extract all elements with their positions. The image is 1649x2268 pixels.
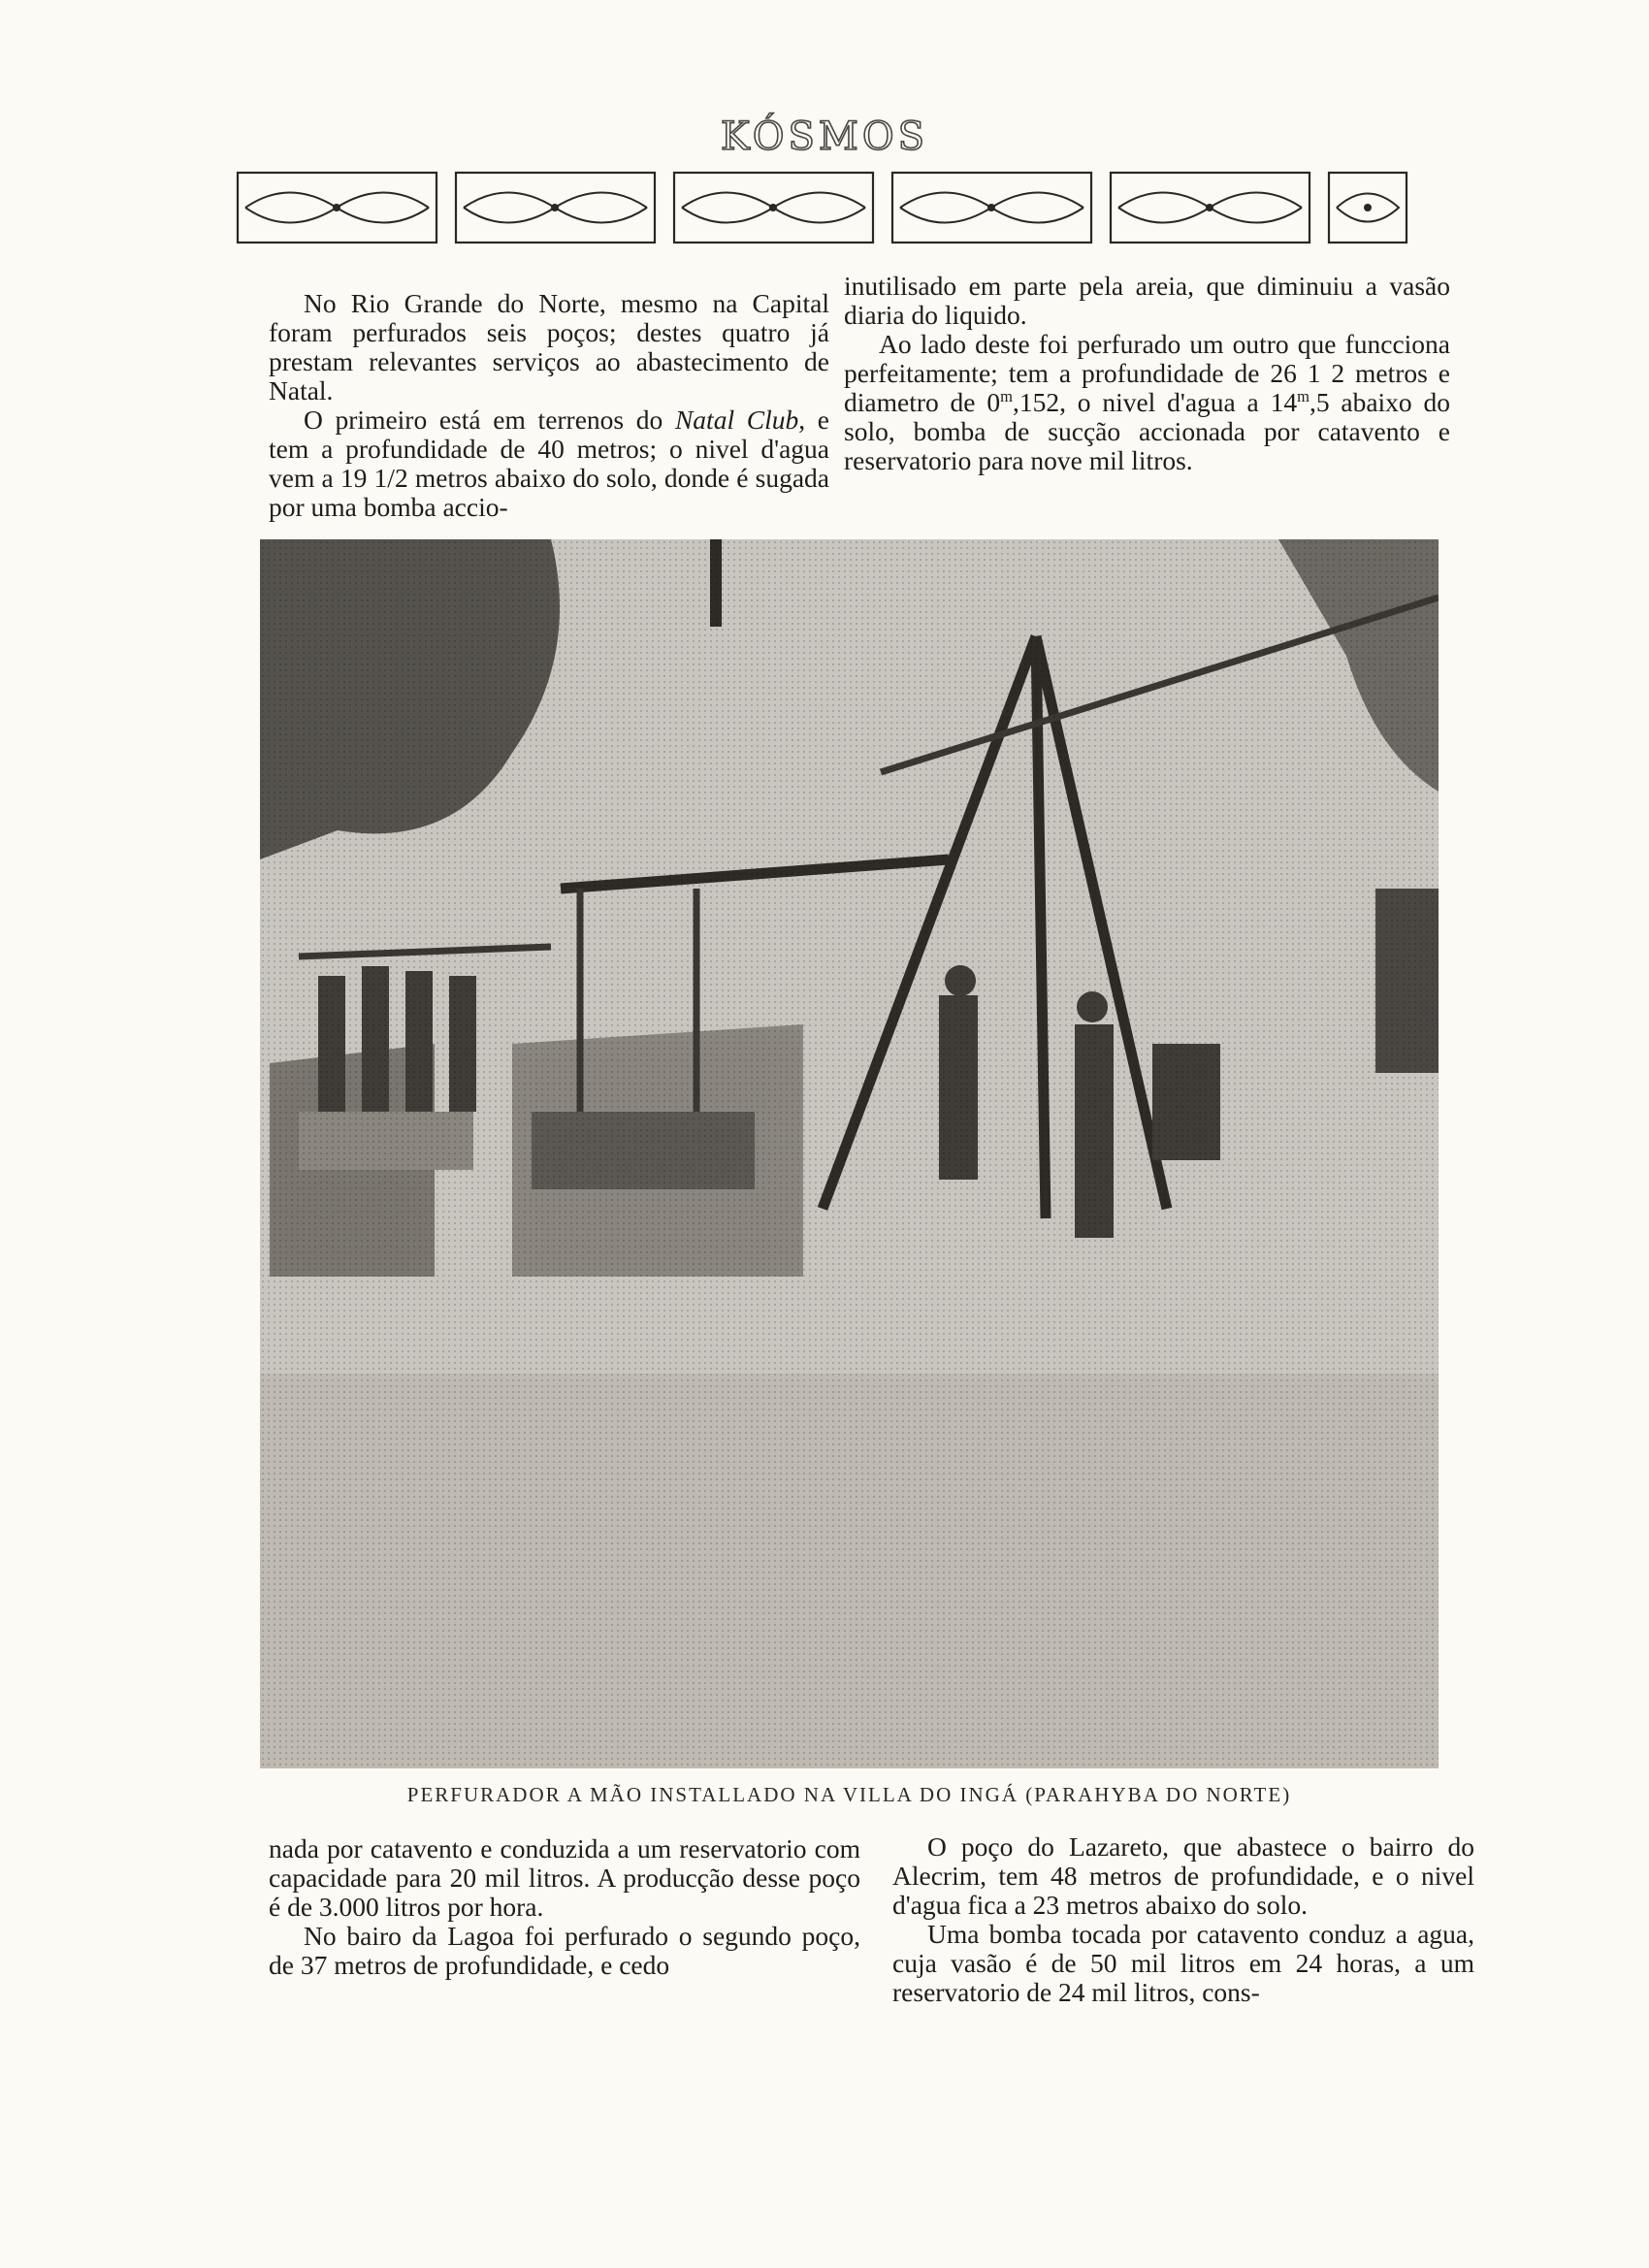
masthead-title: KÓSMOS: [720, 114, 929, 159]
paragraph-text: , e tem a profundidade de 40 metros; o nivel d'agua vem a 19 1/2 metros abaixo do solo, donde é sugada por uma bomba accio-: [269, 405, 829, 522]
unit-superscript: m: [1297, 386, 1310, 405]
paragraph-text: Ao lado deste foi perfurado um outro que funcciona perfeitamente; tem a profundidade de 26 1 2 metros e diametro de 0: [844, 329, 1450, 417]
drilling-rig-photograph: [260, 539, 1439, 1768]
paragraph: nada por catavento e conduzida a um reservatorio com capacidade para 20 mil litros. A producção desse poço é de 3.000 litros por hora.: [269, 1833, 860, 1922]
figure-caption: PERFURADOR A MÃO INSTALLADO NA VILLA DO INGÁ (PARAHYBA DO NORTE): [406, 1783, 1292, 1806]
paragraph: [844, 330, 1450, 475]
paragraph-text: ,152, o nivel d'agua a 14: [1012, 387, 1298, 417]
paragraph: No bairo da Lagoa foi perfurado o segundo poço, de 37 metros de profundidade, e cedo: [269, 1921, 860, 1980]
text-column-3: [269, 1834, 860, 1980]
unit-superscript: m: [1000, 386, 1013, 405]
paragraph: No Rio Grande do Norte, mesmo na Capital foram perfurados seis poços; destes quatro já prestam relevantes serviços ao abastecimento de Natal.: [269, 288, 829, 405]
text-column-2: [844, 272, 1450, 475]
text-column-1: [269, 289, 829, 522]
paragraph-text: ,5 abaixo do solo, bomba de sucção accionada por catavento e reservatorio para nove mil litros.: [844, 387, 1450, 475]
paragraph: Uma bomba tocada por catavento conduz a agua, cuja vasão é de 50 mil litros em 24 horas, a um reservatorio de 24 mil litros, cons-: [892, 1919, 1474, 2007]
decorative-ornament-band: [236, 170, 1409, 245]
text-column-4: [892, 1832, 1474, 2007]
paragraph: [269, 405, 829, 522]
paragraph-text: O primeiro está em terrenos do: [304, 405, 675, 435]
natal-club-name: Natal Club: [674, 405, 799, 435]
paragraph: inutilisado em parte pela areia, que diminuiu a vasão diaria do liquido.: [844, 271, 1450, 330]
paragraph: O poço do Lazareto, que abastece o bairro do Alecrim, tem 48 metros de profundidade, e o nivel d'agua fica a 23 metros abaixo do solo.: [892, 1831, 1474, 1920]
